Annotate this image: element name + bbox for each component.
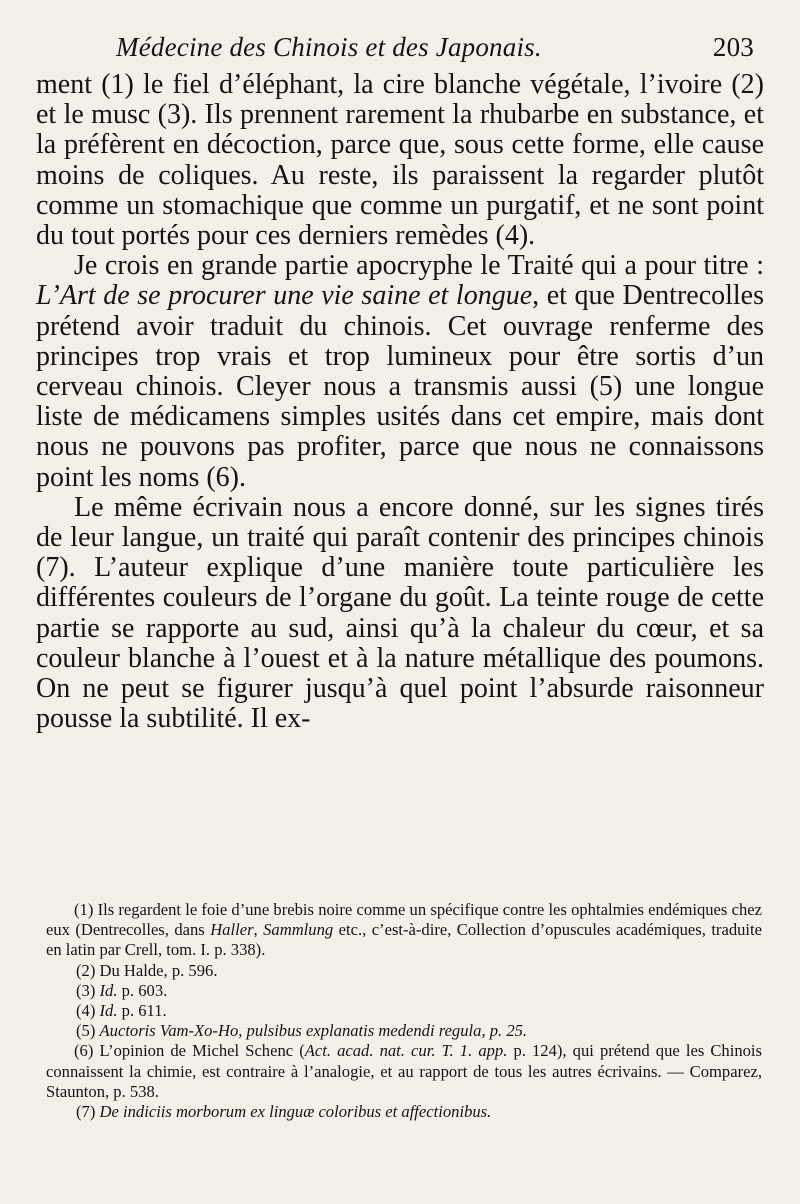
footnote-5 [46, 1021, 762, 1041]
footnote-4-number: (4) [76, 1001, 96, 1021]
footnote-1 [46, 900, 762, 961]
footnote-1-sammlung: Sammlung [263, 920, 334, 940]
footnote-3 [46, 981, 762, 1001]
footnote-3-id: Id. [99, 980, 118, 1000]
footnote-6-text: (6) L’opinion de Michel Schenc ( [74, 1041, 305, 1061]
footnote-3-page: p. 603. [121, 980, 168, 1000]
footnote-5-title: Auctoris Vam-Xo-Ho, pulsibus explanatis medendi regula [99, 1021, 482, 1041]
footnote-6-act: Act. acad. nat. cur. T. 1. app. [304, 1041, 508, 1061]
footnote-2: (2) Du Halde, p. 596. [76, 960, 218, 980]
footnote-4-page: p. 611. [121, 1001, 167, 1021]
main-text [36, 70, 764, 734]
footnote-6 [46, 1041, 762, 1102]
paragraph-langue: Le même écrivain nous a encore donné, sur les signes tirés de leur langue, un traité qui paraît contenir des principes chinois (7). L’auteur explique d’une manière toute particulière les différentes couleurs de l’organe du goût. La teinte rouge de cette partie se rapporte au sud, ainsi qu’à la chaleur du cœur, et sa couleur blanche à l’ouest et à la nature métallique des poumons. On ne peut se figurer jusqu’à quel point l’absurde raisonneur pousse la subtilité. Il ex- [36, 491, 764, 735]
paragraph-traite-start: Je crois en grande partie apocryphe le Traité qui a pour titre : [74, 250, 764, 282]
footnote-3-number: (3) [76, 980, 96, 1000]
running-title: Médecine des Chinois et des Japonais. [116, 32, 542, 62]
page-number: 203 [712, 32, 754, 62]
paragraph-traite-rest: , et que Dentrecolles prétend avoir traduit du chinois. Cet ouvrage renferme des principes trop vrais et trop lumineux pour être sortis d’un cerveau chinois. Cleyer nous a transmis aussi (5) une longue liste de médicamens simples usités dans cet empire, mais dont nous ne pouvons pas profiter, parce que nous ne connaissons point les noms (6). [36, 280, 765, 493]
footnote-1-haller: Haller [210, 920, 254, 940]
footnote-6-rest: p. 124), qui prétend que les Chinois connaissent la chimie, est contraire à l’analogie, et au rapport de tous les autres écrivains. — Comparez, Staunton, p. 538. [46, 1041, 763, 1101]
footnote-7 [46, 1102, 762, 1122]
footnote-1-rest: etc., c’est-à-dire, Collection d’opuscules académiques, traduite en latin par Crell, tom. I. p. 338). [46, 920, 763, 960]
paragraph-continued: ment (1) le fiel d’éléphant, la cire blanche végétale, l’ivoire (2) et le musc (3). Ils prennent rarement la rhubarbe en substance, et la préfèrent en décoction, parce que, sous cette forme, elle cause moins de coliques. Au reste, ils paraissent la regarder plutôt comme un stomachique que comme un purgatif, et ne sont point du tout portés pour ces derniers remèdes (4). [36, 69, 764, 252]
paragraph-traite [36, 251, 764, 493]
page-header [36, 26, 764, 70]
footnote-7-title: De indiciis morborum ex linguæ coloribus et affectionibus. [99, 1102, 492, 1122]
footnote-1-text: (1) Ils regardent le foie d’une brebis noire comme un spécifique contre les ophtalmies endémiques chez eux (Dentrecolles, dans [46, 900, 762, 940]
footnotes [46, 900, 762, 1122]
footnote-5-number: (5) [76, 1021, 96, 1041]
footnote-7-number: (7) [76, 1102, 96, 1122]
footnote-4-id: Id. [99, 1001, 118, 1021]
footnote-4 [46, 1001, 762, 1021]
footnote-1-comma: , [253, 920, 258, 940]
footnote-5-page: , p. 25. [481, 1021, 528, 1041]
book-title: L’Art de se procurer une vie saine et longue [36, 280, 533, 312]
book-page [36, 26, 764, 1176]
